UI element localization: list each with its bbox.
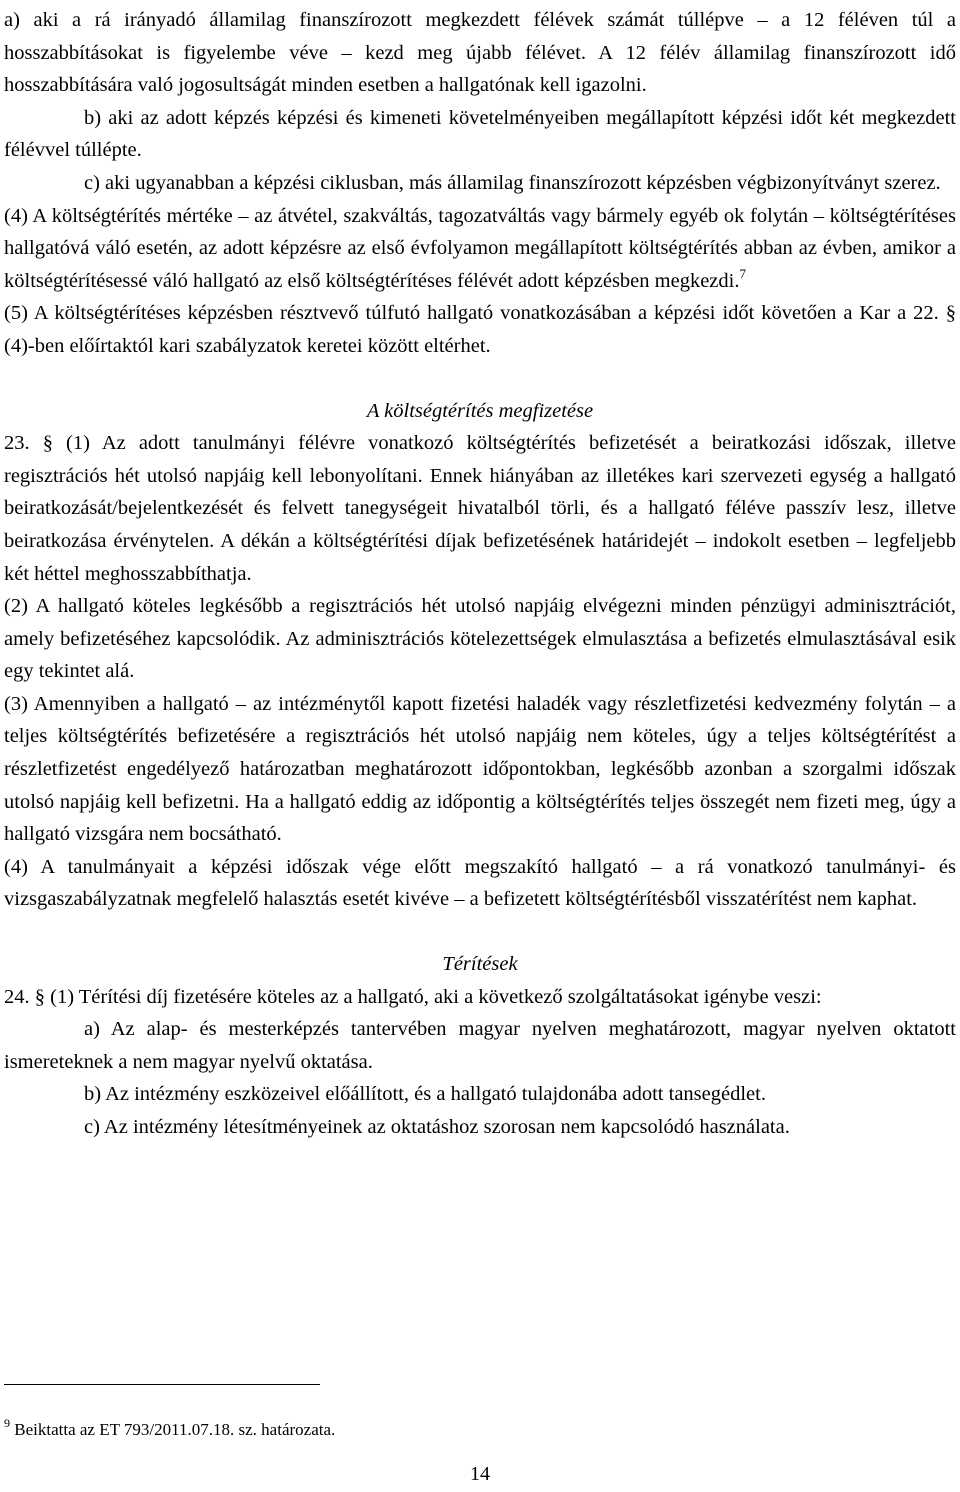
section-spacer	[4, 916, 956, 948]
paragraph-section-5: (5) A költségtérítéses képzésben résztvevő túlfutó hallgató vonatkozásában a képzési időt követően a Kar a 22. § (4)-ben előírtaktól kari szabályzatok keretei között eltérhet.	[4, 302, 956, 357]
paragraph-23-4: (4) A tanulmányait a képzési időszak vége előtt megszakító hallgató – a rá vonatkozó tanulmányi- és vizsgaszabályzatnak megfelelő halasztás esetét kivéve – a befizetett költségtérítésből visszatérítést nem kaphat.	[4, 855, 956, 911]
document-page	[4, 4, 956, 1144]
footnote	[4, 1418, 335, 1442]
paragraph-24-1: 24. § (1) Térítési díj fizetésére köteles az a hallgató, aki a következő szolgáltatásokat igénybe veszi:	[4, 985, 822, 1008]
footnote-number: 9	[4, 1416, 10, 1430]
paragraph-23-1: 23. § (1) Az adott tanulmányi félévre vonatkozó költségtérítés befizetését a beiratkozási időszak, illetve regisztrációs hét utolsó napjáig kell lebonyolítani. Ennek hiányában az illetékes kari szervezeti egység a hallgató beiratkozását/bejelentkezését és felvett tanegységeit hivatalból törli, és a hallgató féléve passzív lesz, illetve beiratkozása érvénytelen. A dékán a költségtérítési díjak befizetésének határidejét – indokolt esetben – legfeljebb két héttel meghosszabbíthatja.	[4, 432, 956, 585]
footnote-text: Beiktatta az ET 793/2011.07.18. sz. határozata.	[14, 1420, 336, 1439]
section-spacer	[4, 363, 956, 395]
section-heading-fees: Térítések	[442, 953, 518, 976]
section-heading-payment: A költségtérítés megfizetése	[366, 399, 594, 422]
paragraph-23-3: (3) Amennyiben a hallgató – az intézménytől kapott fizetési haladék vagy részletfizetési kedvezmény folytán – a teljes költségtérítés befizetésére a regisztrációs hét utolsó napjáig nem köteles, úgy a teljes költségtérítést a részletfizetést engedélyező határozatban meghatározott időpontokban, legkésőbb azonban a szorgalmi időszak utolsó napjáig kell befizetni. Ha a hallgató eddig az időpontig a költségtérítés teljes összegét nem fizeti meg, úgy a hallgató vizsgára nem bocsátható.	[4, 692, 956, 846]
paragraph-item-a: a) aki a rá irányadó államilag finanszírozott megkezdett félévek számát túllépve – a 12 féléven túl a hosszabbításokat is figyelembe véve – kezd meg újabb félévet. A 12 félév államilag finanszírozott idő hosszabbítására való jogosultságát minden esetben a hallgatónak kell igazolni.	[4, 9, 956, 97]
fee-item-b: b) Az intézmény eszközeivel előállított, és a hallgató tulajdonába adott tansegédlet.	[84, 1083, 766, 1106]
footnote-reference: 7	[739, 265, 746, 281]
fee-item-a: a) Az alap- és mesterképzés tantervében magyar nyelven meghatározott, magyar nyelven oktatott ismereteknek a nem magyar nyelvű oktatása.	[4, 1018, 956, 1073]
paragraph-item-b: b) aki az adott képzés képzési és kimeneti követelményeiben megállapított képzési időt két megkezdett félévvel túllépte.	[4, 106, 956, 162]
footnote-divider	[4, 1384, 320, 1385]
fee-item-c: c) Az intézmény létesítményeinek az oktatáshoz szorosan nem kapcsolódó használata.	[84, 1116, 790, 1138]
page-number: 14	[470, 1463, 490, 1485]
paragraph-section-4	[4, 200, 956, 298]
paragraph-23-2: (2) A hallgató köteles legkésőbb a regisztrációs hét utolsó napjáig elvégezni minden pénzügyi adminisztrációt, amely befizetéséhez kapcsolódik. Az adminisztrációs kötelezettségek elmulasztása a befizetés elmulasztásával esik egy tekintet alá.	[4, 595, 956, 683]
paragraph-item-c: c) aki ugyanabban a képzési ciklusban, más államilag finanszírozott képzésben végbizonyítványt szerez.	[84, 171, 941, 194]
paragraph-section-4-text: (4) A költségtérítés mértéke – az átvétel, szakváltás, tagozatváltás vagy bármely egyéb ok folytán – költségtérítéses hallgatóvá váló esetén, az adott képzésre az első évfolyamon megállapított költségtérítés abban az évben, amikor a költségtérítésessé váló hallgató az első költségtérítéses félévét adott képzésben megkezdi.	[4, 204, 956, 292]
